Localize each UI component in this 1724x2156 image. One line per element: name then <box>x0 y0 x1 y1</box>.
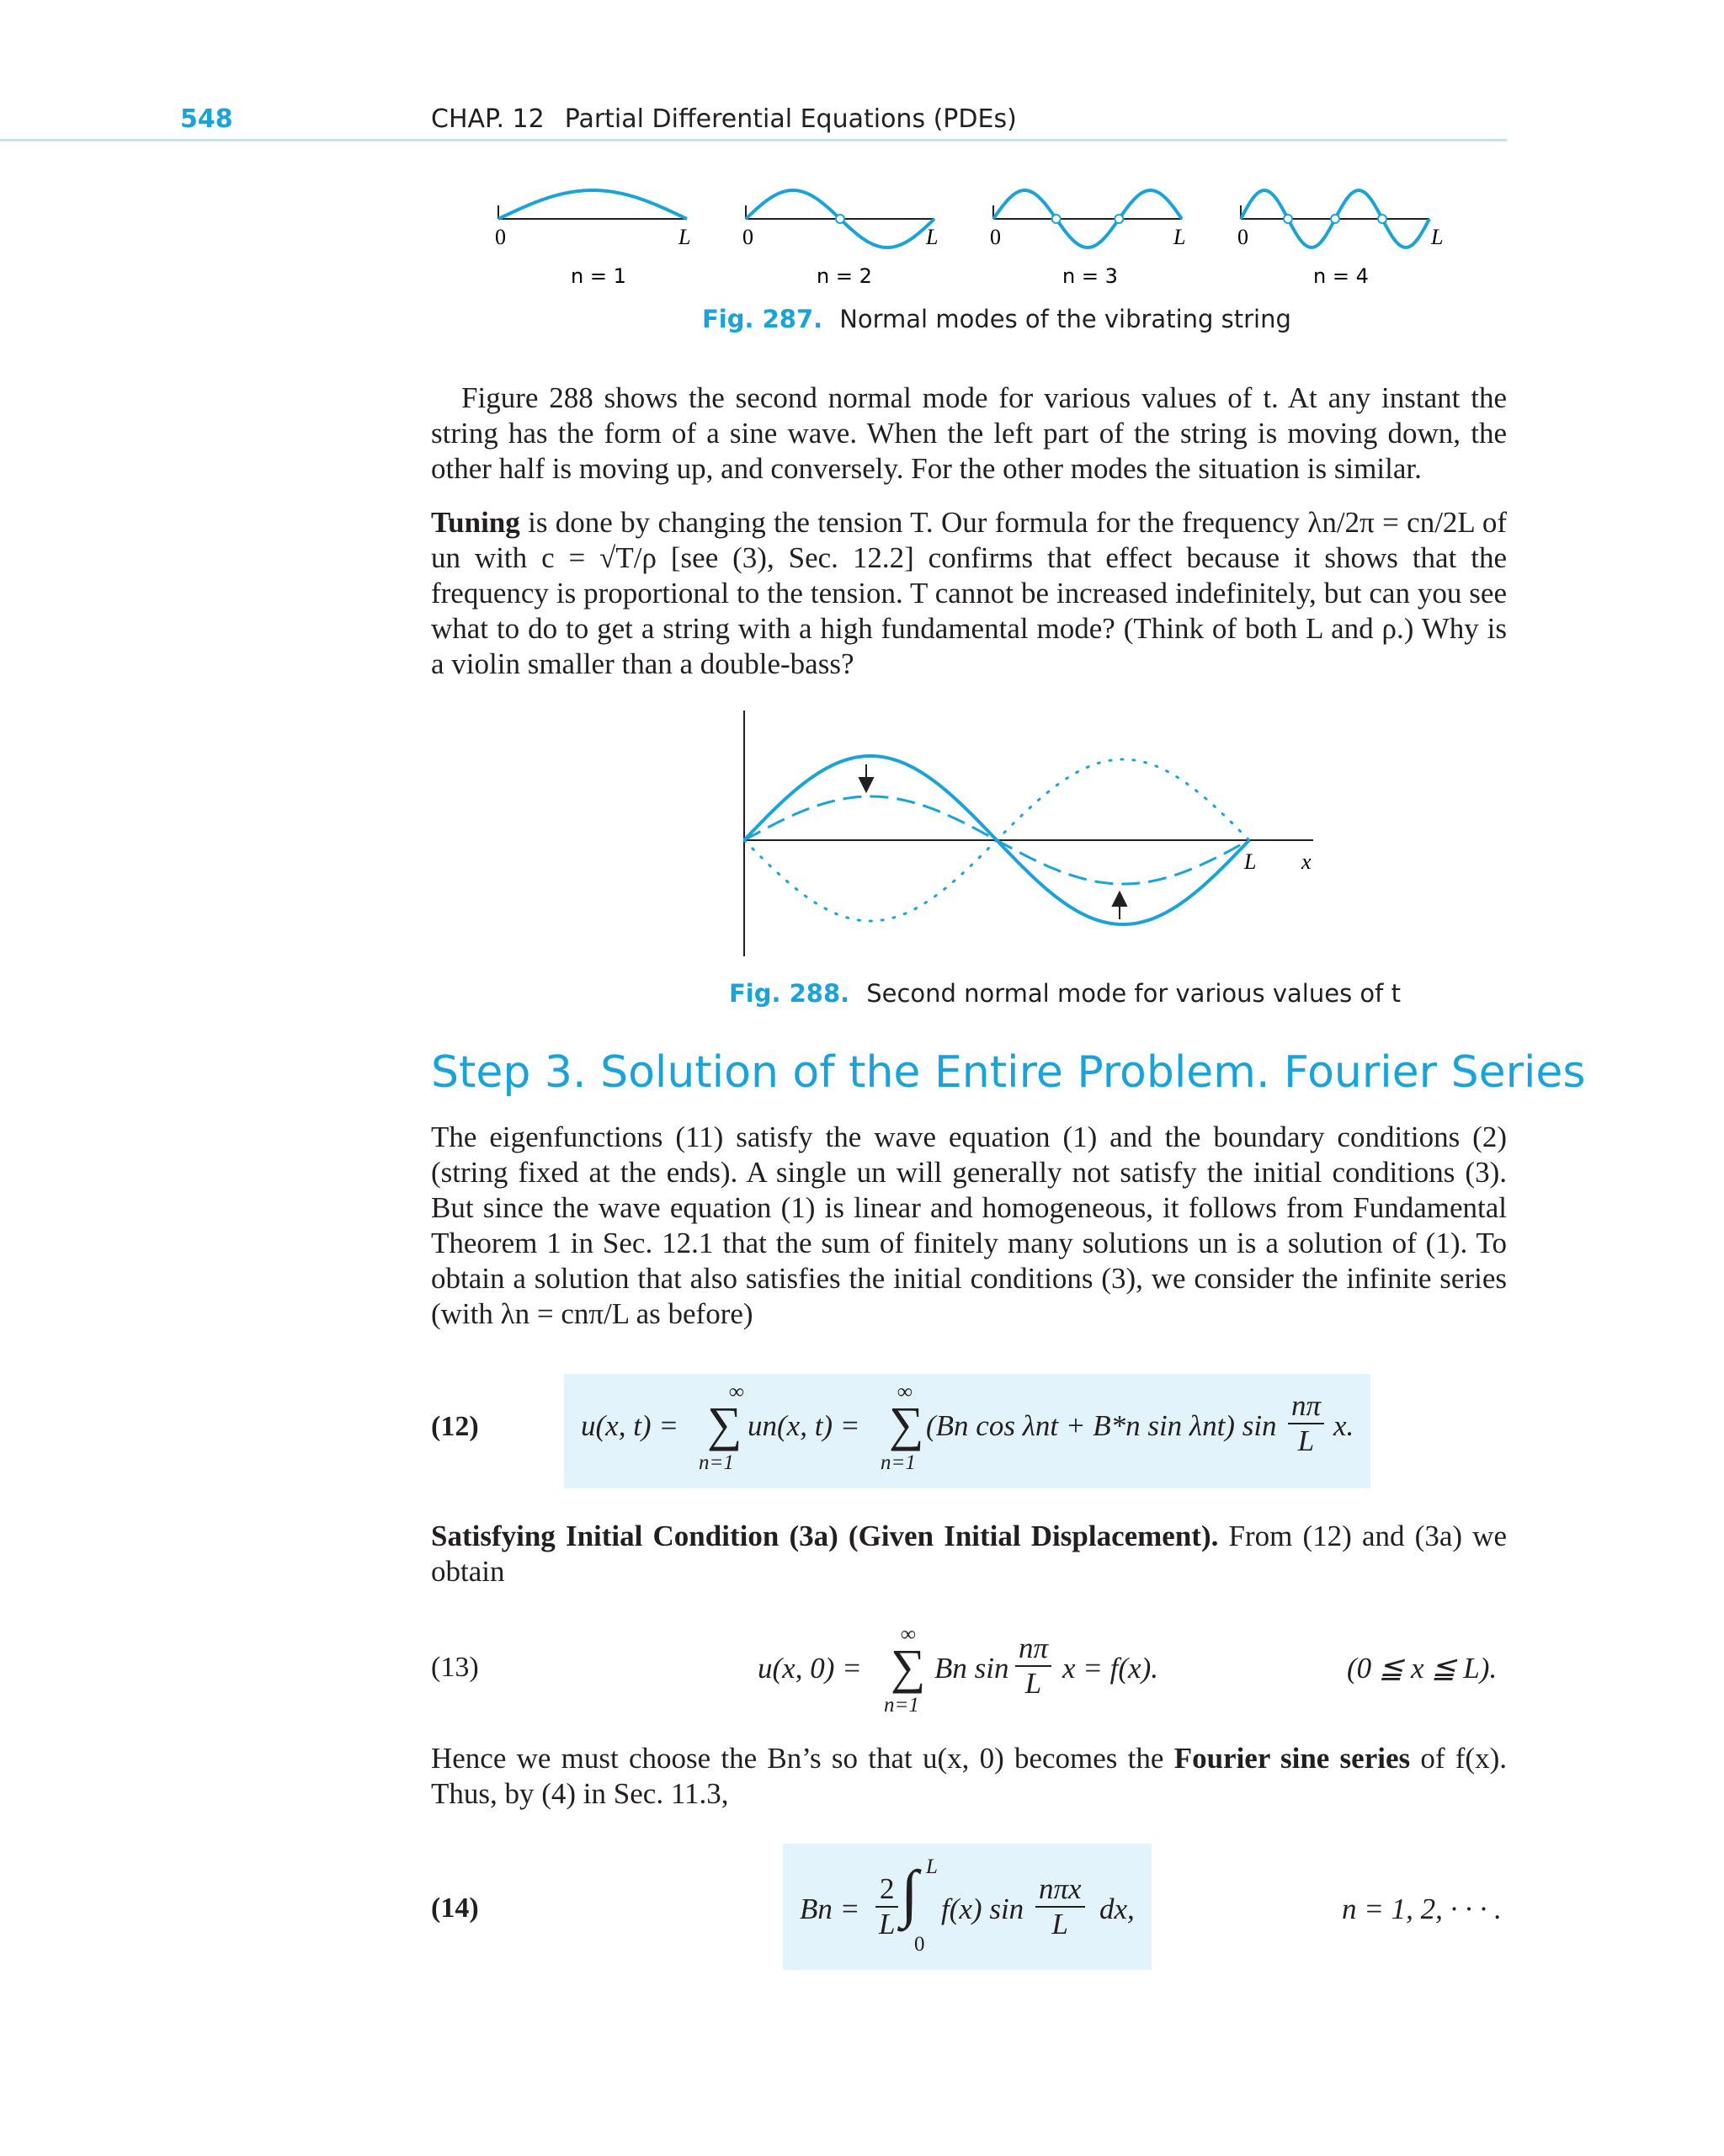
eq12-fraction <box>1288 1389 1324 1458</box>
eq12-sum2-top: ∞ <box>897 1381 913 1403</box>
node-point <box>1052 215 1061 223</box>
fig288-caption <box>729 979 1401 1008</box>
chapter-title: Partial Differential Equations (PDEs) <box>564 104 1017 134</box>
eq12-number: (12) <box>431 1411 479 1442</box>
mode2-end-label: L <box>926 225 939 249</box>
mode2-n-label: n = 2 <box>817 264 872 288</box>
eq14-number: (14) <box>431 1892 479 1924</box>
initial-condition-heading: Satisfying Initial Condition (3a) (Given Initial Displacement). <box>431 1520 1219 1552</box>
chapter-number: CHAP. 12 <box>431 104 545 134</box>
eq13-condition: (0 ≦ x ≦ L). <box>1347 1652 1498 1685</box>
eq13-sum-top: ∞ <box>901 1623 916 1646</box>
fig287-diagram <box>471 168 1482 295</box>
tuning-term: Tuning <box>431 506 520 539</box>
eq12-term2: (Bn cos λnt + B*n sin λnt) sin <box>926 1409 1277 1442</box>
mode2-start-label: 0 <box>742 225 753 249</box>
mode3-n-label: n = 3 <box>1062 264 1118 288</box>
node-point <box>1284 215 1292 223</box>
eq13-tail: x = f(x). <box>1062 1652 1158 1685</box>
eq12-term1: un(x, t) = <box>748 1409 860 1442</box>
paragraph-figure288-intro: Figure 288 shows the second normal mode for various values of t. At any instant the string has the form of a sine wave. When the left part of the string is moving down, the other half is moving up, and conversely. For the other modes the situation is similar. <box>431 381 1507 485</box>
node-point <box>1331 215 1339 223</box>
eq13-fraction <box>1015 1632 1051 1701</box>
fig287-caption <box>702 305 1291 333</box>
node-point <box>1378 215 1386 223</box>
tuning-text: is done by changing the tension T. Our formula for the frequency λn/2π = cn/2L of un with c = √T/ρ [see (3), Sec. 12.2] confirms that effect because it shows that the frequency is proportional to the tension. T cannot be increased indefinitely, but can you see what to do to get a string with a high fundamental mode? (Think of both L and ρ.) Why is a violin smaller than a double-bass? <box>431 506 1507 680</box>
mode4-n-label: n = 4 <box>1313 264 1369 288</box>
eq12-frac-den: L <box>1297 1424 1315 1457</box>
mode1-end-label: L <box>678 225 691 249</box>
eq14-coef-den: L <box>879 1908 896 1940</box>
header-rule <box>0 139 1507 141</box>
eq14-frac-num: nπx <box>1035 1872 1085 1908</box>
fig288-label: Fig. 288. <box>729 979 850 1008</box>
eq14-tail: dx, <box>1099 1892 1135 1925</box>
eq14-lhs: Bn = <box>800 1892 860 1925</box>
mode1-n-label: n = 1 <box>571 264 626 288</box>
fourier-sine-text-a: Hence we must choose the Bn’s so that u(x, 0) becomes the <box>431 1742 1174 1775</box>
eq12-lhs: u(x, t) = <box>581 1409 678 1442</box>
node-point <box>836 215 844 223</box>
fig288-x-label: x <box>1301 849 1312 874</box>
eq14-int-bottom: 0 <box>914 1933 925 1956</box>
sum-icon: ∑ <box>707 1397 742 1451</box>
eq14-integrand: f(x) sin <box>941 1892 1024 1925</box>
eq13-frac-den: L <box>1024 1667 1042 1700</box>
paragraph-tuning <box>431 505 1507 682</box>
initial-condition-text: From (12) and (3a) we obtain <box>431 1520 1507 1588</box>
running-header <box>431 104 1037 134</box>
eq12-sum1-bottom: n=1 <box>699 1451 734 1474</box>
fig288-L-label: L <box>1244 849 1257 874</box>
mode1-start-label: 0 <box>495 225 506 249</box>
fig287-caption-text: Normal modes of the vibrating string <box>839 305 1291 333</box>
mode3-end-label: L <box>1173 225 1186 249</box>
fig288-caption-text: Second normal mode for various values of t <box>866 979 1401 1008</box>
node-point <box>1115 215 1123 223</box>
eq14-coefficient <box>875 1872 898 1941</box>
page-number: 548 <box>180 104 233 134</box>
eq12-sum1-top: ∞ <box>729 1381 744 1403</box>
eq14-int-top: L <box>926 1855 938 1878</box>
sum-icon: ∑ <box>889 1397 924 1451</box>
eq12-frac-num: nπ <box>1288 1389 1324 1424</box>
eq14-coef-num: 2 <box>875 1872 898 1908</box>
paragraph-eigenfunctions: The eigenfunctions (11) satisfy the wave equation (1) and the boundary conditions (2) (string fixed at the ends). A single un will generally not satisfy the initial conditions (3). But since the wave equation (1) is linear and homogeneous, it follows from Fundamental Theorem 1 in Sec. 12.1 that the sum of finitely many solutions un is a solution of (1). To obtain a solution that also satisfies the initial conditions (3), we consider the infinite series (with λn = cnπ/L as before) <box>431 1121 1507 1330</box>
eq13-lhs: u(x, 0) = <box>758 1652 862 1685</box>
sum-icon: ∑ <box>891 1639 926 1694</box>
section-heading: Step 3. Solution of the Entire Problem. Fourier Series <box>431 1047 1586 1098</box>
mode4-end-label: L <box>1431 225 1444 249</box>
fig288-diagram <box>724 707 1364 960</box>
eq14-fraction <box>1035 1872 1085 1941</box>
fig287-label: Fig. 287. <box>702 305 823 333</box>
eq14-range: n = 1, 2, · · · . <box>1342 1892 1502 1925</box>
fourier-sine-text-b: of f(x). Thus, by (4) in Sec. 11.3, <box>431 1742 1507 1810</box>
integral-icon: ∫ <box>901 1858 918 1929</box>
eq12-sum2-bottom: n=1 <box>881 1451 916 1474</box>
mode3-start-label: 0 <box>990 225 1001 249</box>
eq12-tail: x. <box>1333 1409 1354 1442</box>
eq13-sum-bottom: n=1 <box>884 1694 919 1717</box>
eq14-frac-den: L <box>1051 1908 1069 1940</box>
eq13-term: Bn sin <box>934 1652 1009 1685</box>
eq13-number: (13) <box>431 1652 479 1683</box>
fourier-sine-term: Fourier sine series <box>1173 1742 1411 1775</box>
eq13-frac-num: nπ <box>1015 1632 1051 1667</box>
paragraph-initial-condition <box>431 1519 1507 1589</box>
paragraph-fourier-sine <box>431 1741 1507 1812</box>
mode4-start-label: 0 <box>1237 225 1248 249</box>
